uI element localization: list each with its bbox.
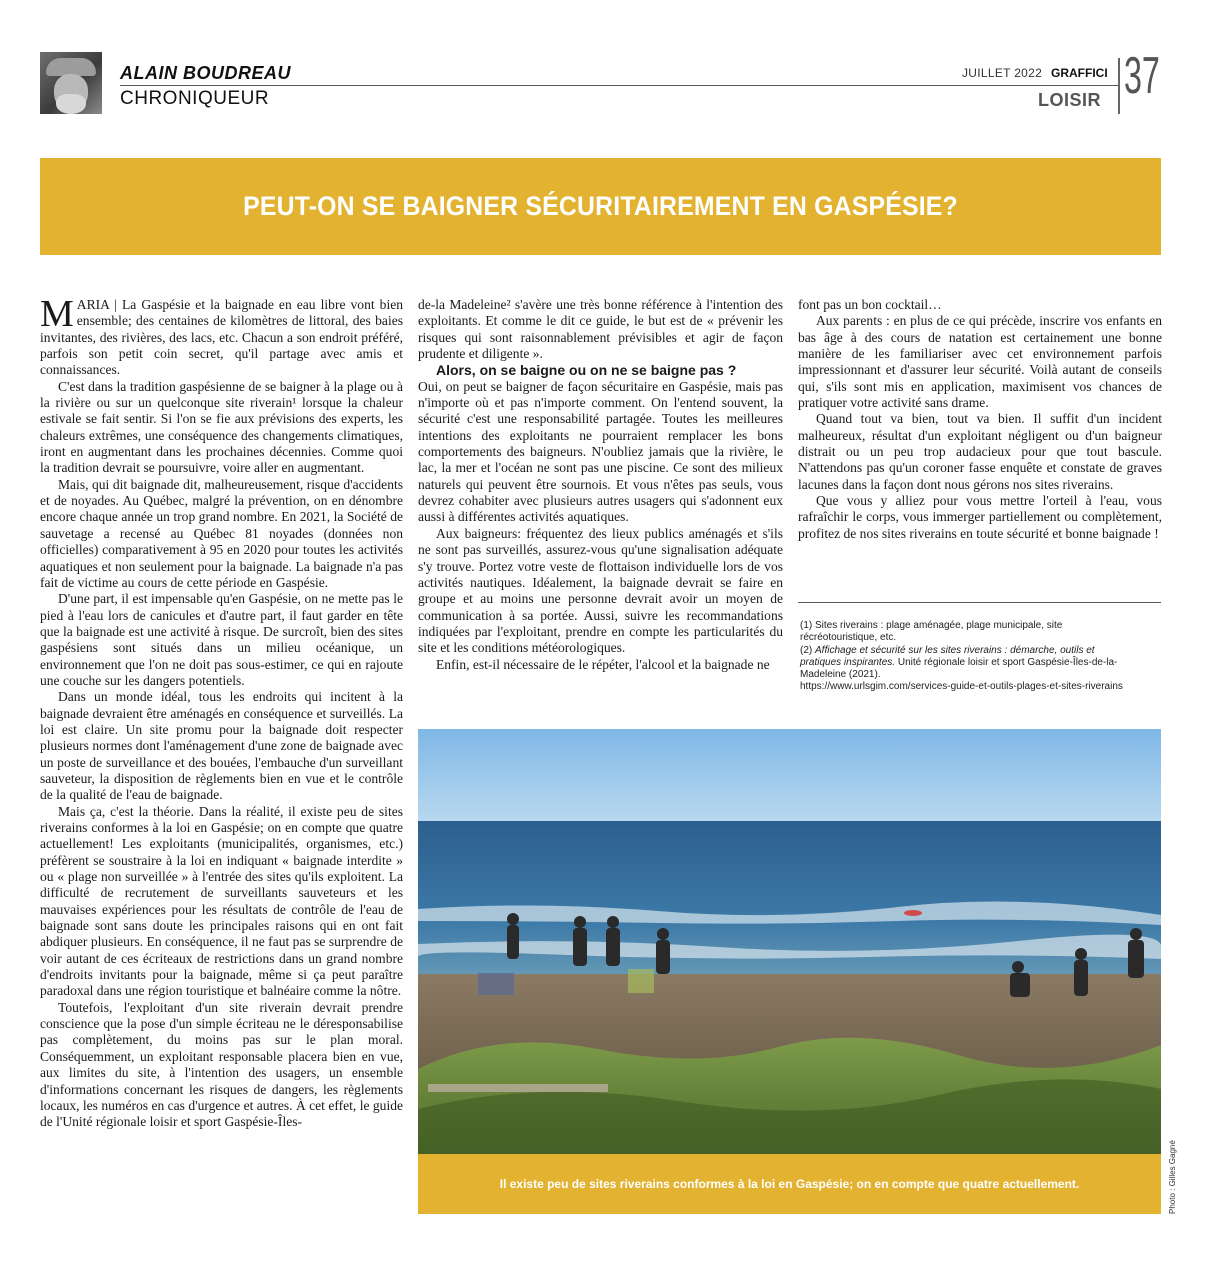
page-number: 37 [1124, 47, 1160, 105]
paragraph: Mais, qui dit baignade dit, malheureusement, risque d'accidents et de noyades. Au Québec, malgré la prévention, on en dénombre encore chaque année un trop grand nombre. En 2021, la Société de sauvetage a recensé au Québec 81 noyades (données non officielles) comparativement à 95 en 2020 pour toutes les activités aquatiques et non seulement pour la baignade. La baignade n'a pas fait de victime au cours de cette période en Gaspésie. [40, 476, 403, 590]
article-title: PEUT-ON SE BAIGNER SÉCURITAIREMENT EN GASPÉSIE? [243, 191, 958, 221]
title-banner [40, 158, 1161, 255]
footnote-2: (2) Affichage et sécurité sur les sites riverains : démarche, outils et pratiques inspirantes. Unité régionale loisir et sport Gaspésie-Îles-de-la-Madeleine (2021). [800, 644, 1118, 681]
dropcap: M [40, 293, 74, 335]
section-name: LOISIR [1038, 90, 1102, 110]
paragraph: de-la Madeleine² s'avère une très bonne référence à l'intention des exploitants. Et comme le dit ce guide, le but est de « prévenir les risques qui sont raisonnablement prévisibles et agir de façon prudente et diligente ». [418, 297, 783, 362]
paragraph: Oui, on peut se baigner de façon sécuritaire en Gaspésie, mais pas n'importe où et pas n'importe comment. On l'entend souvent, la sécurité c'est une responsabilité partagée. Toutes les meilleures intentions des exploitants ne pourraient remplacer les bons comportements des baigneurs. N'oubliez jamais que la rivière, le lac, la mer et l'océan ne sont pas une piscine. Ce sont des milieux naturels qui peuvent être sournois. Et vous n'êtes pas seuls, vous devrez cohabiter avec plusieurs autres usagers qui s'adonnent eux aussi à différentes activités aquatiques. [418, 378, 783, 525]
author-name: ALAIN BOUDREAU [120, 63, 291, 83]
article-column-3 [798, 297, 1162, 542]
footnote-url[interactable]: https://www.urlsgim.com/services-guide-et-outils-plages-et-sites-riverains [800, 681, 1123, 693]
subheading: Alors, on se baigne ou on ne se baigne pas ? [436, 362, 737, 379]
paragraph: Dans un monde idéal, tous les endroits qui incitent à la baignade devraient être aménagés en conséquence et surveillés. La loi est claire. Un site promu pour la baignade doit respecter plusieurs normes dont l'aménagement d'une zone de baignade avec un poste de surveillance et des bouées, l'embauche d'un surveillant sauveteur, la disposition de règlements bien en vue et le contrôle de la qualité de l'eau de baignade. [40, 689, 403, 803]
author-photo [40, 52, 102, 114]
publication-name: GRAFFICI [1051, 66, 1108, 80]
paragraph: Aux baigneurs: fréquentez des lieux publics aménagés et s'ils ne sont pas surveillés, assurez-vous qu'une signalisation adéquate s'y trouve. Portez votre veste de flottaison individuelle lors de vos activités nautiques. Idéalement, la baignade devrait se faire en groupe et au moins une personne devrait avoir un moyen de communication à sa portée. Aussi, suivre les recommandations indiquées par l'exploitant, prendre en compte les particularités du site et les conditions météorologiques. [418, 525, 783, 656]
paragraph: Que vous y alliez pour vous mettre l'orteil à l'eau, vous rafraîchir le corps, vous immerger partiellement ou complètement, profitez de nos sites riverains en toute sécurité et bonne baignade ! [798, 493, 1162, 541]
paragraph: Mais ça, c'est la théorie. Dans la réalité, il existe peu de sites riverains conformes à la loi en Gaspésie; on en compte que quatre actuellement! Les exploitants (municipalités, organismes, etc.) préfèrent se soustraire à la loi en indiquant « baignade interdite » ou « plage non surveillée » à l'entrée des sites qu'ils exploitent. La difficulté de recrutement de surveillants sauveteurs et les mauvaises expériences pour les résultats de contrôle de l'eau de baignade sont sans doute les principales raisons qui en ont fait abdiquer plusieurs. En conséquence, il ne faut pas se surprendre de voir autant de ces écriteaux de restrictions dans un grand nombre d'endroits invitants pour la baignade, même si ça peut paraître paradoxal dans une région touristique et balnéaire comme la nôtre. [40, 803, 403, 999]
paragraph: Enfin, est-il nécessaire de le répéter, l'alcool et la baignade ne [436, 656, 770, 672]
paragraph: C'est dans la tradition gaspésienne de se baigner à la plage ou à la rivière ou sur un quelconque site riverain¹ lorsque la chaleur estivale se fait sentir. Si l'on se fie aux prévisions des experts, les chaleurs extrêmes, une conséquence des changements climatiques, iront en augmentant dans les prochaines décennies. Comme quoi la tradition devrait se poursuivre, voire aller en augmentant. [40, 378, 403, 476]
beach-photo [418, 729, 1161, 1154]
paragraph: Aux parents : en plus de ce qui précède, inscrire vos enfants en bas âge à des cours de natation est certainement une bonne manière de les familiariser avec cet environnement parfois impressionnant et d'assurer leur sécurité. Voilà autant de conseils qui, s'ils sont mis en application, maximisent vos chances de pratiquer votre activité sans drame. [798, 313, 1162, 411]
header-rule [120, 85, 1118, 86]
paragraph: font pas un bon cocktail… [798, 297, 942, 312]
paragraph: Toutefois, l'exploitant d'un site riverain devrait prendre conscience que la pose d'un simple écriteau ne le déresponsabilise pas complètement, du moins pas sur le plan moral. Conséquemment, un exploitant responsable placera bien en vue, aux limites du site, à l'intention des usagers, un ensemble d'informations concernant les risques de dangers, les règlements locaux, les numéros en cas d'urgence et autres. À cet effet, le guide de l'Unité régionale loisir et sport Gaspésie-Îles- [40, 999, 403, 1130]
footnotes [800, 620, 1130, 694]
paragraph: Quand tout va bien, tout va bien. Il suffit d'un incident malheureux, résultat d'un exploitant négligent ou d'un baigneur distrait ou un peu trop audacieux pour que tout bascule. N'attendons pas qu'un coroner fasse enquête et constate de graves lacunes dans la façon dont nous gérons nos sites riverains. [798, 411, 1162, 492]
author-role: CHRONIQUEUR [120, 88, 270, 109]
paragraph: D'une part, il est impensable qu'en Gaspésie, on ne mette pas le pied à l'eau lors de canicules et d'autre part, il faut garder en tête que la baignade est une activité à risque. De surcroît, bien des sites gaspésiens sont situés dans un milieu océanique, un environnement que l'on ne doit pas sous-estimer, ce qui en rajoute une couche sur les dangers potentiels. [40, 591, 403, 688]
photo-credit: Photo : Gilles Gagné [1168, 1140, 1177, 1214]
photo-caption: Il existe peu de sites riverains conformes à la loi en Gaspésie; on en compte que quatre actuellement. [499, 1177, 1080, 1191]
footnote-rule [798, 602, 1161, 603]
article-column-2 [418, 297, 783, 673]
photo-caption-band [418, 1154, 1161, 1214]
issue-date: JUILLET 2022 [962, 66, 1043, 80]
paragraph: MARIA | La Gaspésie et la baignade en eau libre vont bien ensemble; des centaines de kilomètres de littoral, des baies invitantes, des rivières, des lacs, etc. Chacun a son endroit préféré, parfois son petit coin secret, qu'il partage avec amis et connaissances. [40, 293, 403, 378]
article-column-1 [40, 293, 403, 1131]
footnote-1: (1) Sites riverains : plage aménagée, plage municipale, site récréotouristique, etc. [800, 620, 1063, 644]
page-divider [1118, 58, 1120, 114]
